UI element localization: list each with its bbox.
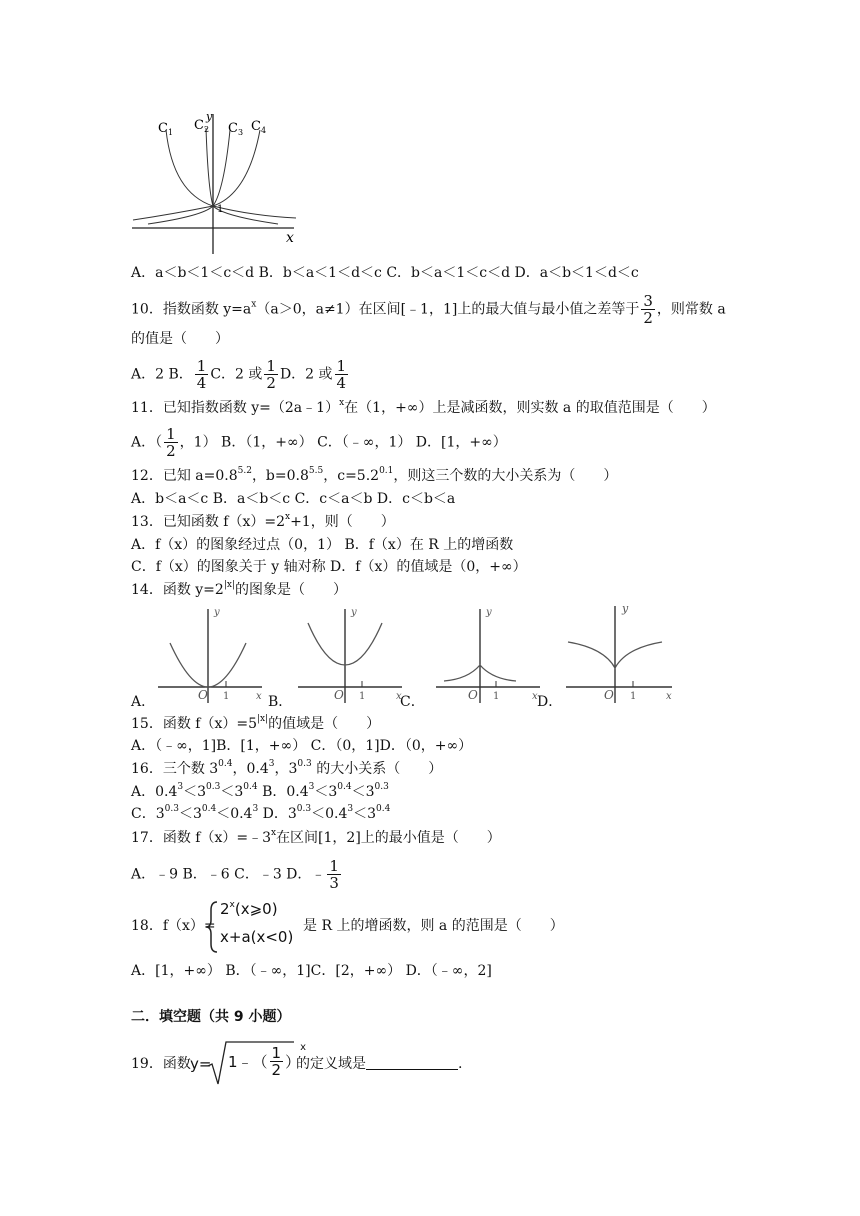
svg-text:y: y [486, 607, 492, 618]
q14-letter-c: C． [400, 694, 425, 710]
q9-label-c1: $C_1$ [158, 121, 174, 137]
svg-text:x: x [532, 691, 538, 702]
q14-graph-d [560, 600, 682, 707]
q14-graph-a [150, 603, 272, 707]
q14-letter-b: B． [268, 694, 293, 710]
q17-stem: 17．函数 $f(x)=﹣3^x$在区间[1，2]上的最小值是（ ） [131, 828, 501, 846]
q18-options: A．[1，+∞） B．（﹣∞，1]C．[2，+∞） D．（﹣∞，2] [131, 963, 492, 979]
q10-stem: 10．指数函数 $y=a^x(a>0$，a≠1）在区间[﹣1，1]上的最大值与最小值之差等于 $\frac{3}{2}$ ，则常数 a [131, 292, 726, 327]
q14-stem: 14．函数 $y=2^{|x|}$的图象是（ ） [131, 580, 347, 598]
q10-stem-line2: 的值是（ ） [131, 331, 229, 347]
q16-stem: 16．三个数 $3^{0.4}$，$0.4^3$，$3^{0.3}$ 的大小关系（ ） [131, 759, 443, 777]
q11-frac: $\frac{1}{2}$ [166, 425, 176, 460]
q17-options: A．﹣9 B．﹣6 C．﹣3 D．﹣ $\frac{1}{3}$ [131, 857, 339, 892]
svg-text:x: x [256, 691, 262, 702]
q17-frac: $\frac{1}{3}$ [329, 857, 339, 892]
q13-stem: 13．已知函数 $f(x)=2^x+1$，则（ ） [131, 512, 395, 530]
svg-text:O: O [198, 688, 208, 702]
q10-opt-b-frac: $\frac{1}{4}$ [196, 357, 207, 392]
q14-letter-a: A． [131, 694, 156, 710]
q19-radicand: 1﹣（ $\frac{1}{2}$ ） x [228, 1042, 307, 1079]
q10-frac: $\frac{3}{2}$ [643, 292, 653, 327]
svg-text:O: O [468, 688, 478, 702]
svg-text:1: 1 [493, 691, 500, 702]
q16-options-line1: A．$0.4^3<3^{0.3}<3^{0.4}$ B．$0.4^3<3^{0.4}<3^{0.3}$ [131, 782, 389, 800]
svg-text:1: 1 [359, 691, 366, 702]
q12-stem: 12．已知 $a=0.8^{5.2}$，$b=0.8^{5.5}$，$c=5.2^{0.1}$，则这三个数的大小关系为（ ） [131, 466, 618, 484]
svg-text:O: O [604, 688, 614, 702]
q12-options: A．b＜a＜c B．a＜b＜c C．c＜a＜b D．c＜b＜a [131, 491, 456, 507]
q14-graph-b [290, 603, 412, 707]
q10-options: A．2 B． $\frac{1}{4}$ C．2 或 $\frac{1}{2}$ D．2 或 $\frac{1}{4}$ [131, 357, 347, 392]
svg-text:y: y [214, 607, 220, 618]
q18-stem-rest: 是 R 上的增函数，则 a 的范围是（ ） [303, 918, 564, 934]
q9-label-c4: $C_4$ [251, 119, 267, 135]
svg-text:y: y [351, 607, 357, 618]
svg-text:x: x [666, 691, 672, 702]
q9-label-c2: $C_2$ [194, 118, 210, 134]
q9-options: A．a＜b＜1＜c＜d B．b＜a＜1＜d＜c C．b＜a＜1＜c＜d D．a＜b＜1＜d＜c [131, 265, 639, 281]
section-2-title: 二．填空题（共 9 小题） [131, 1009, 291, 1025]
q9-curve-c4 [133, 130, 260, 220]
q13-options-line2: C．f（x）的图象关于 y 轴对称 D．f（x）的值域是（0，+∞） [131, 559, 527, 575]
svg-text:1: 1 [630, 691, 637, 702]
q9-one-label: 1 [217, 204, 224, 215]
svg-text:x: x [396, 691, 402, 702]
q9-axis-x-label: x [286, 230, 294, 246]
q18-stem-lead: 18．f（x）= [131, 918, 216, 934]
q10-opt-d-frac: $\frac{1}{4}$ [336, 357, 347, 392]
q10-opt-c-frac: $\frac{1}{2}$ [266, 357, 276, 392]
svg-text:1: 1 [223, 691, 230, 702]
svg-text:O: O [334, 688, 344, 702]
q9-axis-y-label: y [206, 110, 213, 123]
q19-answer-blank[interactable] [366, 1055, 458, 1070]
q16-options-line2: C．$3^{0.3}<3^{0.4}<0.4^3$ D．$3^{0.3}<0.4^3<3^{0.4}$ [131, 804, 391, 822]
q19-lead: 19．函数 [131, 1056, 191, 1072]
q13-options-line1: A．f（x）的图象经过点（0，1） B．f（x）在 R 上的增函数 [131, 537, 514, 553]
q14-graph-c [428, 603, 550, 707]
q19-y-equals: y= [190, 1055, 212, 1073]
svg-text:y: y [622, 602, 629, 615]
q15-stem: 15．函数 $f(x)=5^{|x|}$的值域是（ ） [131, 714, 381, 732]
q15-options: A．（﹣∞，1]B．[1，+∞） C．（0，1]D．（0，+∞） [131, 738, 473, 754]
q11-options: A．（ $\frac{1}{2}$ ，1） B．（1，+∞） C．（﹣∞，1） D．[1，+∞） [131, 425, 507, 460]
q9-curve-c1 [166, 130, 296, 218]
q18-case2: x+a(x<0) [220, 928, 294, 946]
q11-stem: 11．已知指数函数 y=（2a﹣1）$^x$在（1，+∞）上是减函数，则实数 a 的取值范围是（ ） [131, 398, 716, 416]
q9-curves-figure [128, 108, 308, 260]
q18-brace [205, 900, 219, 954]
q9-label-c3: $C_3$ [228, 121, 244, 137]
q19-rest: 的定义域是 . [296, 1056, 463, 1072]
q18-case1: 2$^x$(x⩾0) [220, 900, 278, 918]
q19-frac: $\frac{1}{2}$ [271, 1044, 282, 1079]
q14-letter-d: D． [537, 694, 563, 710]
